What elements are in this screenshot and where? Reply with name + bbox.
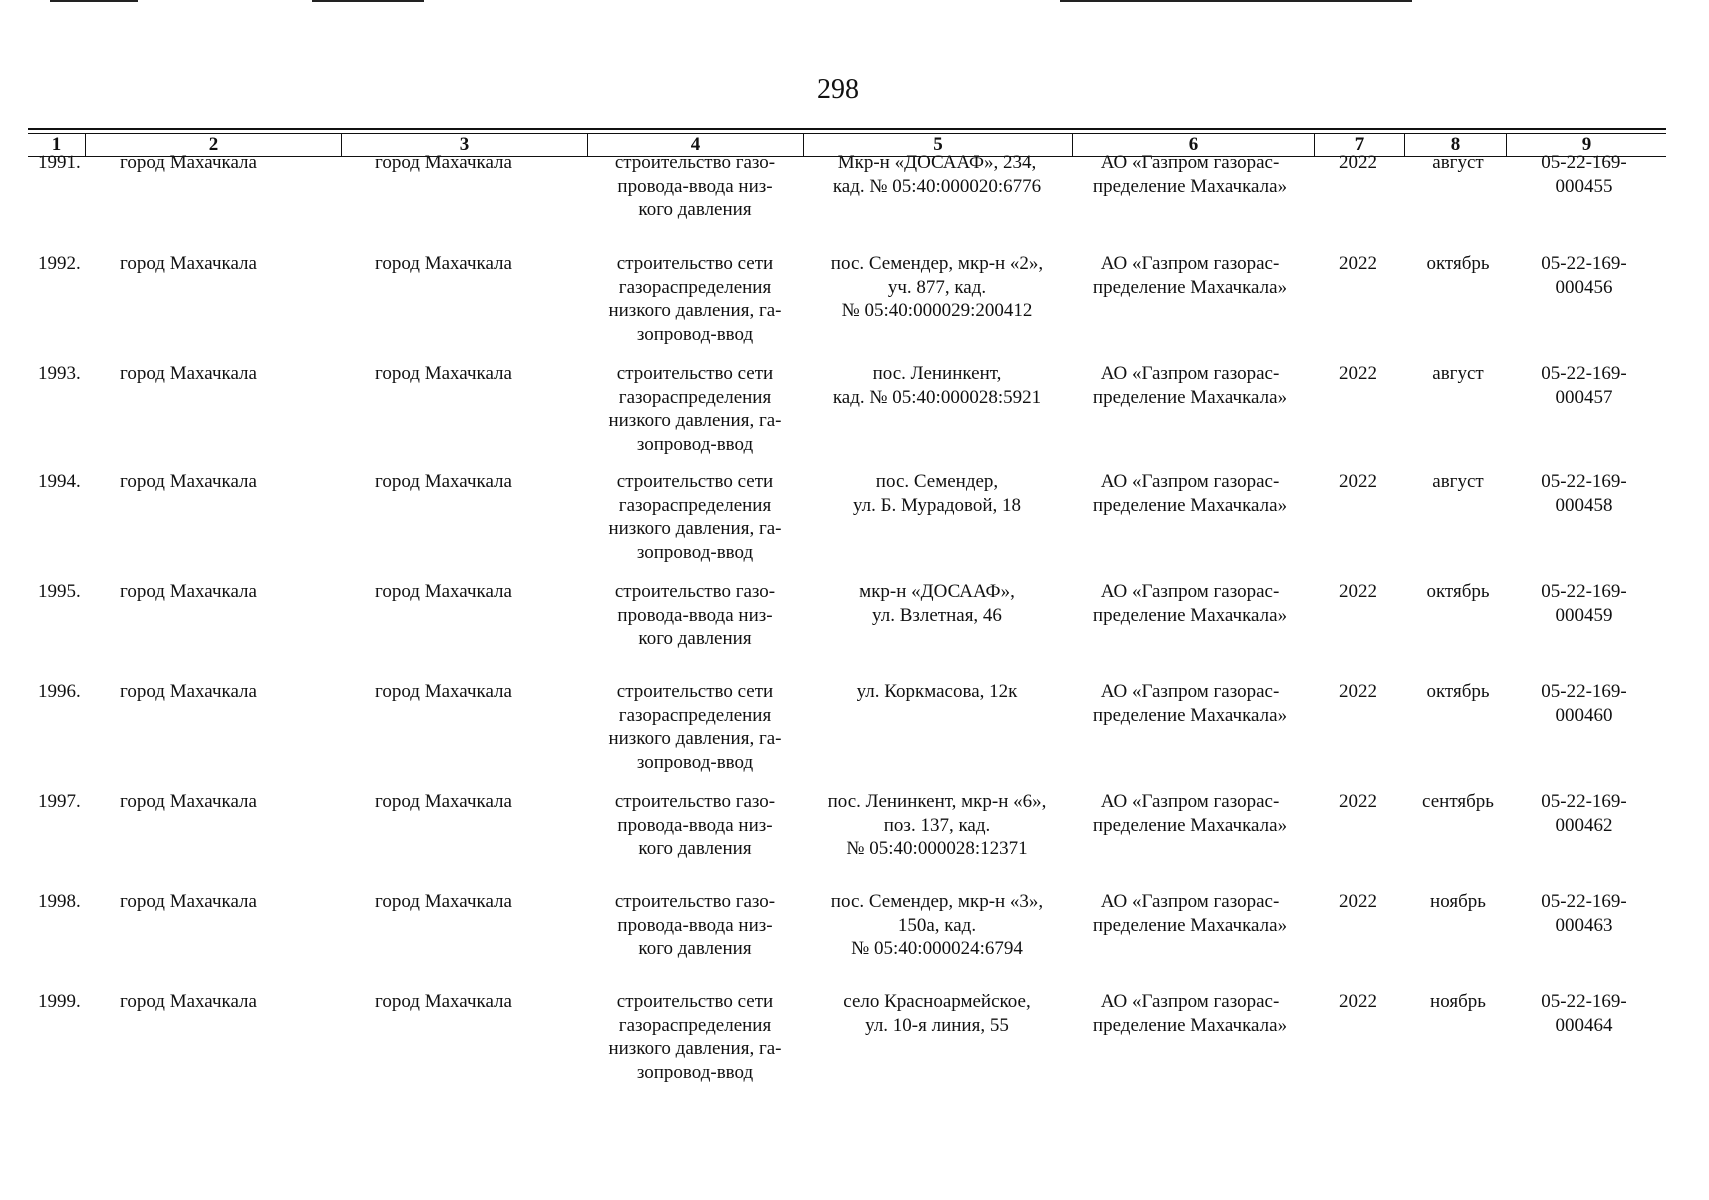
work-description-cell-line: провода-ввода низ- — [617, 175, 773, 197]
code-cell — [1520, 151, 1648, 198]
address-cell-line: пос. Семендер, мкр-н «2», — [830, 253, 1044, 274]
work-description-cell-line: зопровод-ввод — [636, 323, 754, 345]
district-cell: город Махачкала — [120, 681, 257, 702]
column-header-5: 5 — [803, 134, 1072, 156]
month-cell: сентябрь — [1422, 791, 1494, 812]
code-cell-line: 000456 — [1555, 276, 1613, 298]
month-cell: октябрь — [1426, 581, 1490, 602]
address-cell — [807, 151, 1067, 198]
address-cell-line: № 05:40:000029:200412 — [841, 300, 1033, 321]
work-description-cell-line: строительство сети — [616, 253, 774, 274]
organization-cell-line: АО «Газпром газорас- — [1100, 581, 1280, 602]
work-description-cell — [590, 252, 800, 346]
scan-edge-mark — [50, 0, 138, 2]
settlement-cell: город Махачкала — [375, 681, 512, 702]
work-description-cell-line: строительство газо- — [614, 791, 776, 812]
organization-cell — [1075, 680, 1305, 727]
column-header-3: 3 — [341, 134, 587, 156]
code-cell — [1520, 580, 1648, 627]
row-number: 1999. — [38, 991, 81, 1012]
row-number: 1998. — [38, 891, 81, 912]
code-cell-line: 05-22-169- — [1541, 991, 1627, 1012]
column-header-6: 6 — [1072, 134, 1314, 156]
settlement-cell: город Махачкала — [375, 471, 512, 492]
code-cell-line: 05-22-169- — [1541, 363, 1627, 384]
month-cell: октябрь — [1426, 681, 1490, 702]
work-description-cell-line: провода-ввода низ- — [617, 914, 773, 936]
address-cell-line: пос. Ленинкент, мкр-н «6», — [827, 791, 1047, 812]
organization-cell-line: пределение Махачкала» — [1092, 914, 1288, 936]
column-header-8: 8 — [1404, 134, 1506, 156]
work-description-cell-line: кого давления — [638, 628, 752, 649]
settlement-cell: город Махачкала — [375, 791, 512, 812]
page-number: 298 — [817, 74, 859, 105]
year-cell: 2022 — [1339, 471, 1377, 492]
scan-edge-mark — [1060, 0, 1412, 2]
code-cell-line: 000459 — [1555, 604, 1613, 626]
settlement-cell: город Махачкала — [375, 581, 512, 602]
district-cell: город Махачкала — [120, 991, 257, 1012]
organization-cell-line: АО «Газпром газорас- — [1100, 681, 1280, 702]
organization-cell-line: АО «Газпром газорас- — [1100, 152, 1280, 173]
table-top-rule — [28, 128, 1666, 130]
year-cell: 2022 — [1339, 363, 1377, 384]
row-number: 1993. — [38, 363, 81, 384]
work-description-cell — [590, 890, 800, 961]
year-cell: 2022 — [1339, 681, 1377, 702]
work-description-cell-line: низкого давления, га- — [608, 410, 782, 431]
work-description-cell-line: строительство газо- — [614, 891, 776, 912]
month-cell: октябрь — [1426, 253, 1490, 274]
code-cell — [1520, 790, 1648, 837]
district-cell: город Махачкала — [120, 791, 257, 812]
address-cell — [807, 470, 1067, 517]
row-number: 1991. — [38, 152, 81, 173]
work-description-cell-line: кого давления — [638, 838, 752, 859]
code-cell — [1520, 470, 1648, 517]
organization-cell-line: пределение Махачкала» — [1092, 386, 1288, 408]
work-description-cell-line: провода-ввода низ- — [617, 604, 773, 626]
organization-cell — [1075, 890, 1305, 937]
year-cell: 2022 — [1339, 253, 1377, 274]
scan-edge-mark — [312, 0, 424, 2]
work-description-cell-line: строительство газо- — [614, 152, 776, 173]
organization-cell — [1075, 580, 1305, 627]
organization-cell-line: АО «Газпром газорас- — [1100, 791, 1280, 812]
address-cell — [807, 252, 1067, 323]
address-cell — [807, 890, 1067, 961]
address-cell-line: пос. Семендер, мкр-н «3», — [830, 891, 1044, 912]
organization-cell-line: пределение Махачкала» — [1092, 604, 1288, 626]
column-header-9: 9 — [1506, 134, 1666, 156]
code-cell-line: 000455 — [1555, 175, 1613, 197]
code-cell — [1520, 252, 1648, 299]
work-description-cell-line: низкого давления, га- — [608, 728, 782, 749]
district-cell: город Махачкала — [120, 471, 257, 492]
column-header-2: 2 — [85, 134, 341, 156]
organization-cell-line: АО «Газпром газорас- — [1100, 253, 1280, 274]
code-cell-line: 05-22-169- — [1541, 791, 1627, 812]
year-cell: 2022 — [1339, 581, 1377, 602]
address-cell — [807, 790, 1067, 861]
row-number: 1997. — [38, 791, 81, 812]
code-cell-line: 000457 — [1555, 386, 1613, 408]
organization-cell — [1075, 990, 1305, 1037]
work-description-cell-line: кого давления — [638, 938, 752, 959]
organization-cell — [1075, 362, 1305, 409]
work-description-cell-line: газораспределения — [618, 494, 772, 516]
address-cell-line: № 05:40:000028:12371 — [846, 838, 1028, 859]
work-description-cell — [590, 362, 800, 456]
address-cell-line: мкр-н «ДОСААФ», — [859, 581, 1015, 602]
month-cell: август — [1432, 152, 1484, 173]
organization-cell-line: АО «Газпром газорас- — [1100, 991, 1280, 1012]
address-cell-line: пос. Семендер, — [875, 471, 999, 492]
code-cell-line: 000458 — [1555, 494, 1613, 516]
code-cell-line: 05-22-169- — [1541, 152, 1627, 173]
settlement-cell: город Махачкала — [375, 991, 512, 1012]
address-cell-line: 150а, кад. — [897, 914, 977, 936]
organization-cell-line: пределение Махачкала» — [1092, 276, 1288, 298]
work-description-cell-line: строительство газо- — [614, 581, 776, 602]
address-cell-line: ул. 10-я линия, 55 — [865, 1014, 1009, 1036]
address-cell-line: № 05:40:000024:6794 — [851, 938, 1023, 959]
code-cell-line: 000463 — [1555, 914, 1613, 936]
year-cell: 2022 — [1339, 991, 1377, 1012]
settlement-cell: город Махачкала — [375, 253, 512, 274]
address-cell-line: кад. № 05:40:000028:5921 — [832, 386, 1042, 408]
address-cell-line: поз. 137, кад. — [883, 814, 991, 836]
district-cell: город Махачкала — [120, 152, 257, 173]
row-number: 1994. — [38, 471, 81, 492]
organization-cell-line: АО «Газпром газорас- — [1100, 471, 1280, 492]
work-description-cell-line: кого давления — [638, 199, 752, 220]
work-description-cell-line: зопровод-ввод — [636, 433, 754, 455]
address-cell — [807, 580, 1067, 627]
organization-cell — [1075, 252, 1305, 299]
work-description-cell-line: газораспределения — [618, 386, 772, 408]
district-cell: город Махачкала — [120, 253, 257, 274]
column-header-4: 4 — [587, 134, 803, 156]
address-cell-line: ул. Б. Мурадовой, 18 — [852, 494, 1022, 516]
month-cell: ноябрь — [1430, 891, 1486, 912]
work-description-cell-line: низкого давления, га- — [608, 1038, 782, 1059]
organization-cell-line: АО «Газпром газорас- — [1100, 363, 1280, 384]
address-cell — [807, 990, 1067, 1037]
organization-cell — [1075, 151, 1305, 198]
code-cell-line: 000462 — [1555, 814, 1613, 836]
work-description-cell — [590, 151, 800, 222]
settlement-cell: город Махачкала — [375, 152, 512, 173]
work-description-cell — [590, 470, 800, 564]
work-description-cell-line: зопровод-ввод — [636, 1061, 754, 1083]
address-cell-line: пос. Ленинкент, — [872, 363, 1002, 384]
organization-cell-line: пределение Махачкала» — [1092, 494, 1288, 516]
month-cell: август — [1432, 471, 1484, 492]
address-cell-line: Мкр-н «ДОСААФ», 234, — [837, 152, 1037, 173]
code-cell-line: 05-22-169- — [1541, 253, 1627, 274]
year-cell: 2022 — [1339, 791, 1377, 812]
code-cell — [1520, 680, 1648, 727]
address-cell-line: село Красноармейское, — [843, 991, 1031, 1012]
organization-cell-line: пределение Махачкала» — [1092, 175, 1288, 197]
work-description-cell — [590, 680, 800, 774]
address-cell-line: ул. Коркмасова, 12к — [856, 681, 1018, 702]
district-cell: город Махачкала — [120, 363, 257, 384]
code-cell-line: 05-22-169- — [1541, 681, 1627, 702]
address-cell-line: уч. 877, кад. — [887, 276, 987, 298]
work-description-cell-line: низкого давления, га- — [608, 518, 782, 539]
organization-cell-line: пределение Махачкала» — [1092, 814, 1288, 836]
settlement-cell: город Махачкала — [375, 363, 512, 384]
column-header-7: 7 — [1314, 134, 1404, 156]
code-cell-line: 05-22-169- — [1541, 471, 1627, 492]
work-description-cell-line: газораспределения — [618, 704, 772, 726]
column-header-1: 1 — [51, 134, 62, 155]
work-description-cell-line: строительство сети — [616, 471, 774, 492]
address-cell-line: ул. Взлетная, 46 — [872, 604, 1002, 626]
work-description-cell — [590, 990, 800, 1084]
work-description-cell-line: зопровод-ввод — [636, 541, 754, 563]
code-cell-line: 05-22-169- — [1541, 891, 1627, 912]
code-cell-line: 000460 — [1555, 704, 1613, 726]
work-description-cell — [590, 580, 800, 651]
organization-cell-line: АО «Газпром газорас- — [1100, 891, 1280, 912]
code-cell — [1520, 362, 1648, 409]
organization-cell — [1075, 790, 1305, 837]
address-cell — [807, 680, 1067, 704]
work-description-cell-line: провода-ввода низ- — [617, 814, 773, 836]
work-description-cell-line: строительство сети — [616, 681, 774, 702]
code-cell-line: 05-22-169- — [1541, 581, 1627, 602]
work-description-cell-line: зопровод-ввод — [636, 751, 754, 773]
settlement-cell: город Махачкала — [375, 891, 512, 912]
district-cell: город Махачкала — [120, 581, 257, 602]
work-description-cell-line: газораспределения — [618, 276, 772, 298]
work-description-cell-line: строительство сети — [616, 991, 774, 1012]
row-number: 1996. — [38, 681, 81, 702]
month-cell: август — [1432, 363, 1484, 384]
month-cell: ноябрь — [1430, 991, 1486, 1012]
organization-cell — [1075, 470, 1305, 517]
organization-cell-line: пределение Махачкала» — [1092, 1014, 1288, 1036]
address-cell-line: кад. № 05:40:000020:6776 — [832, 175, 1042, 197]
organization-cell-line: пределение Махачкала» — [1092, 704, 1288, 726]
address-cell — [807, 362, 1067, 409]
district-cell: город Махачкала — [120, 891, 257, 912]
work-description-cell-line: низкого давления, га- — [608, 300, 782, 321]
work-description-cell-line: строительство сети — [616, 363, 774, 384]
code-cell — [1520, 890, 1648, 937]
row-number: 1995. — [38, 581, 81, 602]
code-cell-line: 000464 — [1555, 1014, 1613, 1036]
year-cell: 2022 — [1339, 891, 1377, 912]
year-cell: 2022 — [1339, 152, 1377, 173]
work-description-cell-line: газораспределения — [618, 1014, 772, 1036]
code-cell — [1520, 990, 1648, 1037]
row-number: 1992. — [38, 253, 81, 274]
work-description-cell — [590, 790, 800, 861]
